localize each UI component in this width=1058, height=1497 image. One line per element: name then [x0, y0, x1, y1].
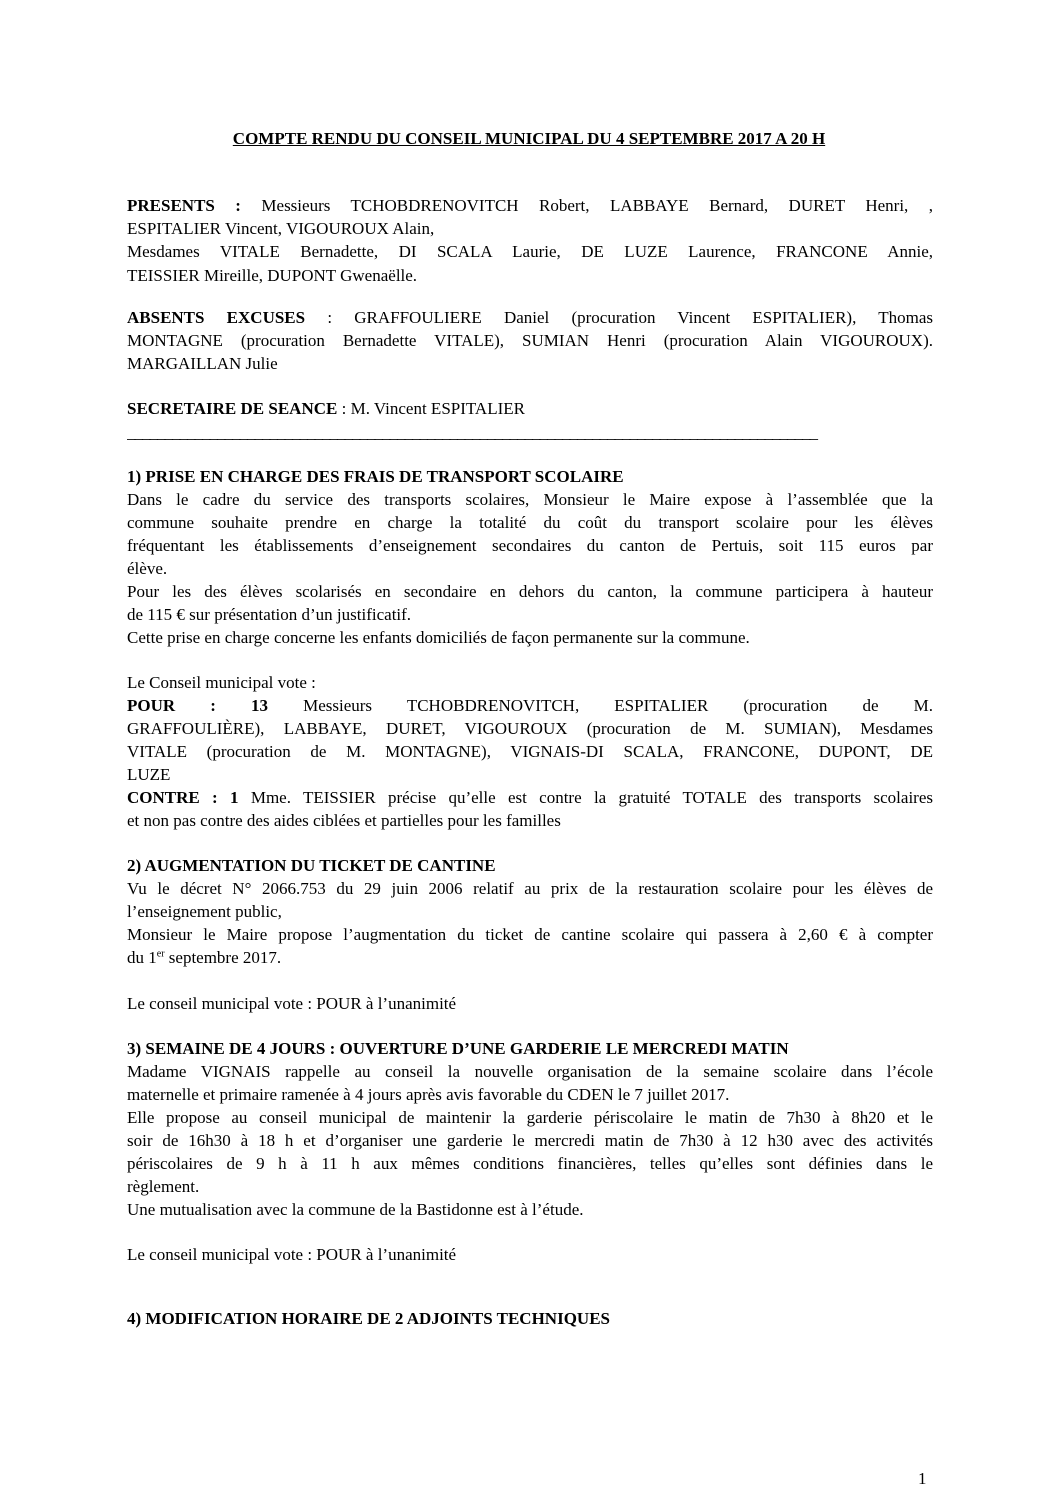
vote-contre-line-2: et non pas contre des aides ciblées et partielles pour les familles: [127, 811, 561, 830]
absents-text-1: : GRAFFOULIERE Daniel (procuration Vincent ESPITALIER), Thomas: [327, 308, 934, 327]
absents-line-3: MARGAILLAN Julie: [127, 354, 278, 373]
presents-line-3: Mesdames VITALE Bernadette, DI SCALA Laurie, DE LUZE Laurence, FRANCONE Annie,: [127, 242, 933, 261]
vote-pour-line-2: GRAFFOULIÈRE), LABBAYE, DURET, VIGOUROUX (procuration de M. SUMIAN), Mesdames: [127, 719, 933, 738]
vote-pour-line-4: LUZE: [127, 765, 171, 784]
section-3-paragraph-line: Madame VIGNAIS rappelle au conseil la nouvelle organisation de la semaine scolaire dans l’école: [127, 1062, 933, 1081]
section-1-paragraph-line: Cette prise en charge concerne les enfants domiciliés de façon permanente sur la commune.: [127, 628, 750, 647]
secretaire-line: [127, 398, 933, 420]
vote-pour-label: POUR : 13: [127, 696, 269, 715]
presents-line-1: [127, 195, 933, 217]
section-1-vote-intro: Le Conseil municipal vote :: [127, 673, 316, 692]
presents-text-1: Messieurs TCHOBDRENOVITCH Robert, LABBAYE Bernard, DURET Henri, ,: [261, 196, 933, 215]
separator-line: ____________________________________________________________________________________________: [127, 423, 817, 442]
section-1-paragraph-line: fréquentant les établissements d’enseignement secondaires du canton de Pertuis, soit 115 euros par: [127, 536, 933, 555]
section-2-paragraph-line: Monsieur le Maire propose l’augmentation du ticket de cantine scolaire qui passera à 2,60 € à compter: [127, 925, 933, 944]
vote-contre-text-1: Mme. TEISSIER précise qu’elle est contre la gratuité TOTALE des transports scolaires: [250, 788, 933, 807]
secretaire-value: : M. Vincent ESPITALIER: [341, 399, 525, 418]
presents-label: PRESENTS :: [127, 196, 241, 215]
absents-line-2: MONTAGNE (procuration Bernadette VITALE), SUMIAN Henri (procuration Alain VIGOUROUX).: [127, 331, 933, 350]
section-4-heading: 4) MODIFICATION HORAIRE DE 2 ADJOINTS TECHNIQUES: [127, 1309, 610, 1328]
section-2-paragraph-line: l’enseignement public,: [127, 902, 282, 921]
section-1-heading: 1) PRISE EN CHARGE DES FRAIS DE TRANSPORT SCOLAIRE: [127, 467, 624, 486]
ordinal-superscript: er: [156, 948, 165, 960]
section-3-paragraph-line: Une mutualisation avec la commune de la Bastidonne est à l’étude.: [127, 1200, 584, 1219]
section-1-paragraph-line: Dans le cadre du service des transports scolaires, Monsieur le Maire expose à l’assemblée que la: [127, 490, 933, 509]
presents-line-2: ESPITALIER Vincent, VIGOUROUX Alain,: [127, 219, 435, 238]
section-2-paragraph-line: Vu le décret N° 2066.753 du 29 juin 2006 relatif au prix de la restauration scolaire pour les élèves de: [127, 879, 933, 898]
vote-pour-line-1: [127, 695, 933, 717]
section-3-paragraph-line: maternelle et primaire ramenée à 4 jours après avis favorable du CDEN le 7 juillet 2017.: [127, 1085, 730, 1104]
absents-label: ABSENTS EXCUSES: [127, 308, 306, 327]
document-title: COMPTE RENDU DU CONSEIL MUNICIPAL DU 4 SEPTEMBRE 2017 A 20 H: [232, 129, 826, 148]
section-2-heading: 2) AUGMENTATION DU TICKET DE CANTINE: [127, 856, 496, 875]
presents-line-4: TEISSIER Mireille, DUPONT Gwenaëlle.: [127, 266, 418, 285]
section-2-paragraph-line: [127, 947, 933, 969]
vote-contre-label: CONTRE : 1: [127, 788, 239, 807]
vote-pour-text-1: Messieurs TCHOBDRENOVITCH, ESPITALIER (procuration de M.: [303, 696, 934, 715]
date-suffix: septembre 2017.: [164, 948, 282, 967]
section-1-paragraph-line: Pour les des élèves scolarisés en secondaire en dehors du canton, la commune participera à hauteur: [127, 582, 933, 601]
section-3-heading: 3) SEMAINE DE 4 JOURS : OUVERTURE D’UNE GARDERIE LE MERCREDI MATIN: [127, 1039, 789, 1058]
section-1-paragraph-line: élève.: [127, 559, 168, 578]
vote-pour-line-3: VITALE (procuration de M. MONTAGNE), VIGNAIS-DI SCALA, FRANCONE, DUPONT, DE: [127, 742, 933, 761]
section-1-paragraph-line: de 115 € sur présentation d’un justificatif.: [127, 605, 412, 624]
section-3-vote: Le conseil municipal vote : POUR à l’unanimité: [127, 1245, 457, 1264]
section-2-vote: Le conseil municipal vote : POUR à l’unanimité: [127, 994, 457, 1013]
section-3-paragraph-line: périscolaires de 9 h à 11 h aux mêmes conditions financières, telles qu’elles sont définies dans le: [127, 1154, 933, 1173]
vote-contre-line-1: [127, 787, 933, 809]
section-3-paragraph-line: règlement.: [127, 1177, 200, 1196]
date-prefix: du 1: [127, 948, 157, 967]
section-3-paragraph-line: Elle propose au conseil municipal de maintenir la garderie périscolaire le matin de 7h30 à 8h20 et le: [127, 1108, 933, 1127]
section-1-paragraph-line: commune souhaite prendre en charge la totalité du coût du transport scolaire pour les élèves: [127, 513, 933, 532]
absents-line-1: [127, 307, 933, 329]
secretaire-label: SECRETAIRE DE SEANCE: [127, 399, 338, 418]
section-3-paragraph-line: soir de 16h30 à 18 h et d’organiser une garderie le mercredi matin de 7h30 à 12 h30 avec des activités: [127, 1131, 933, 1150]
page-number: 1: [918, 1469, 927, 1488]
